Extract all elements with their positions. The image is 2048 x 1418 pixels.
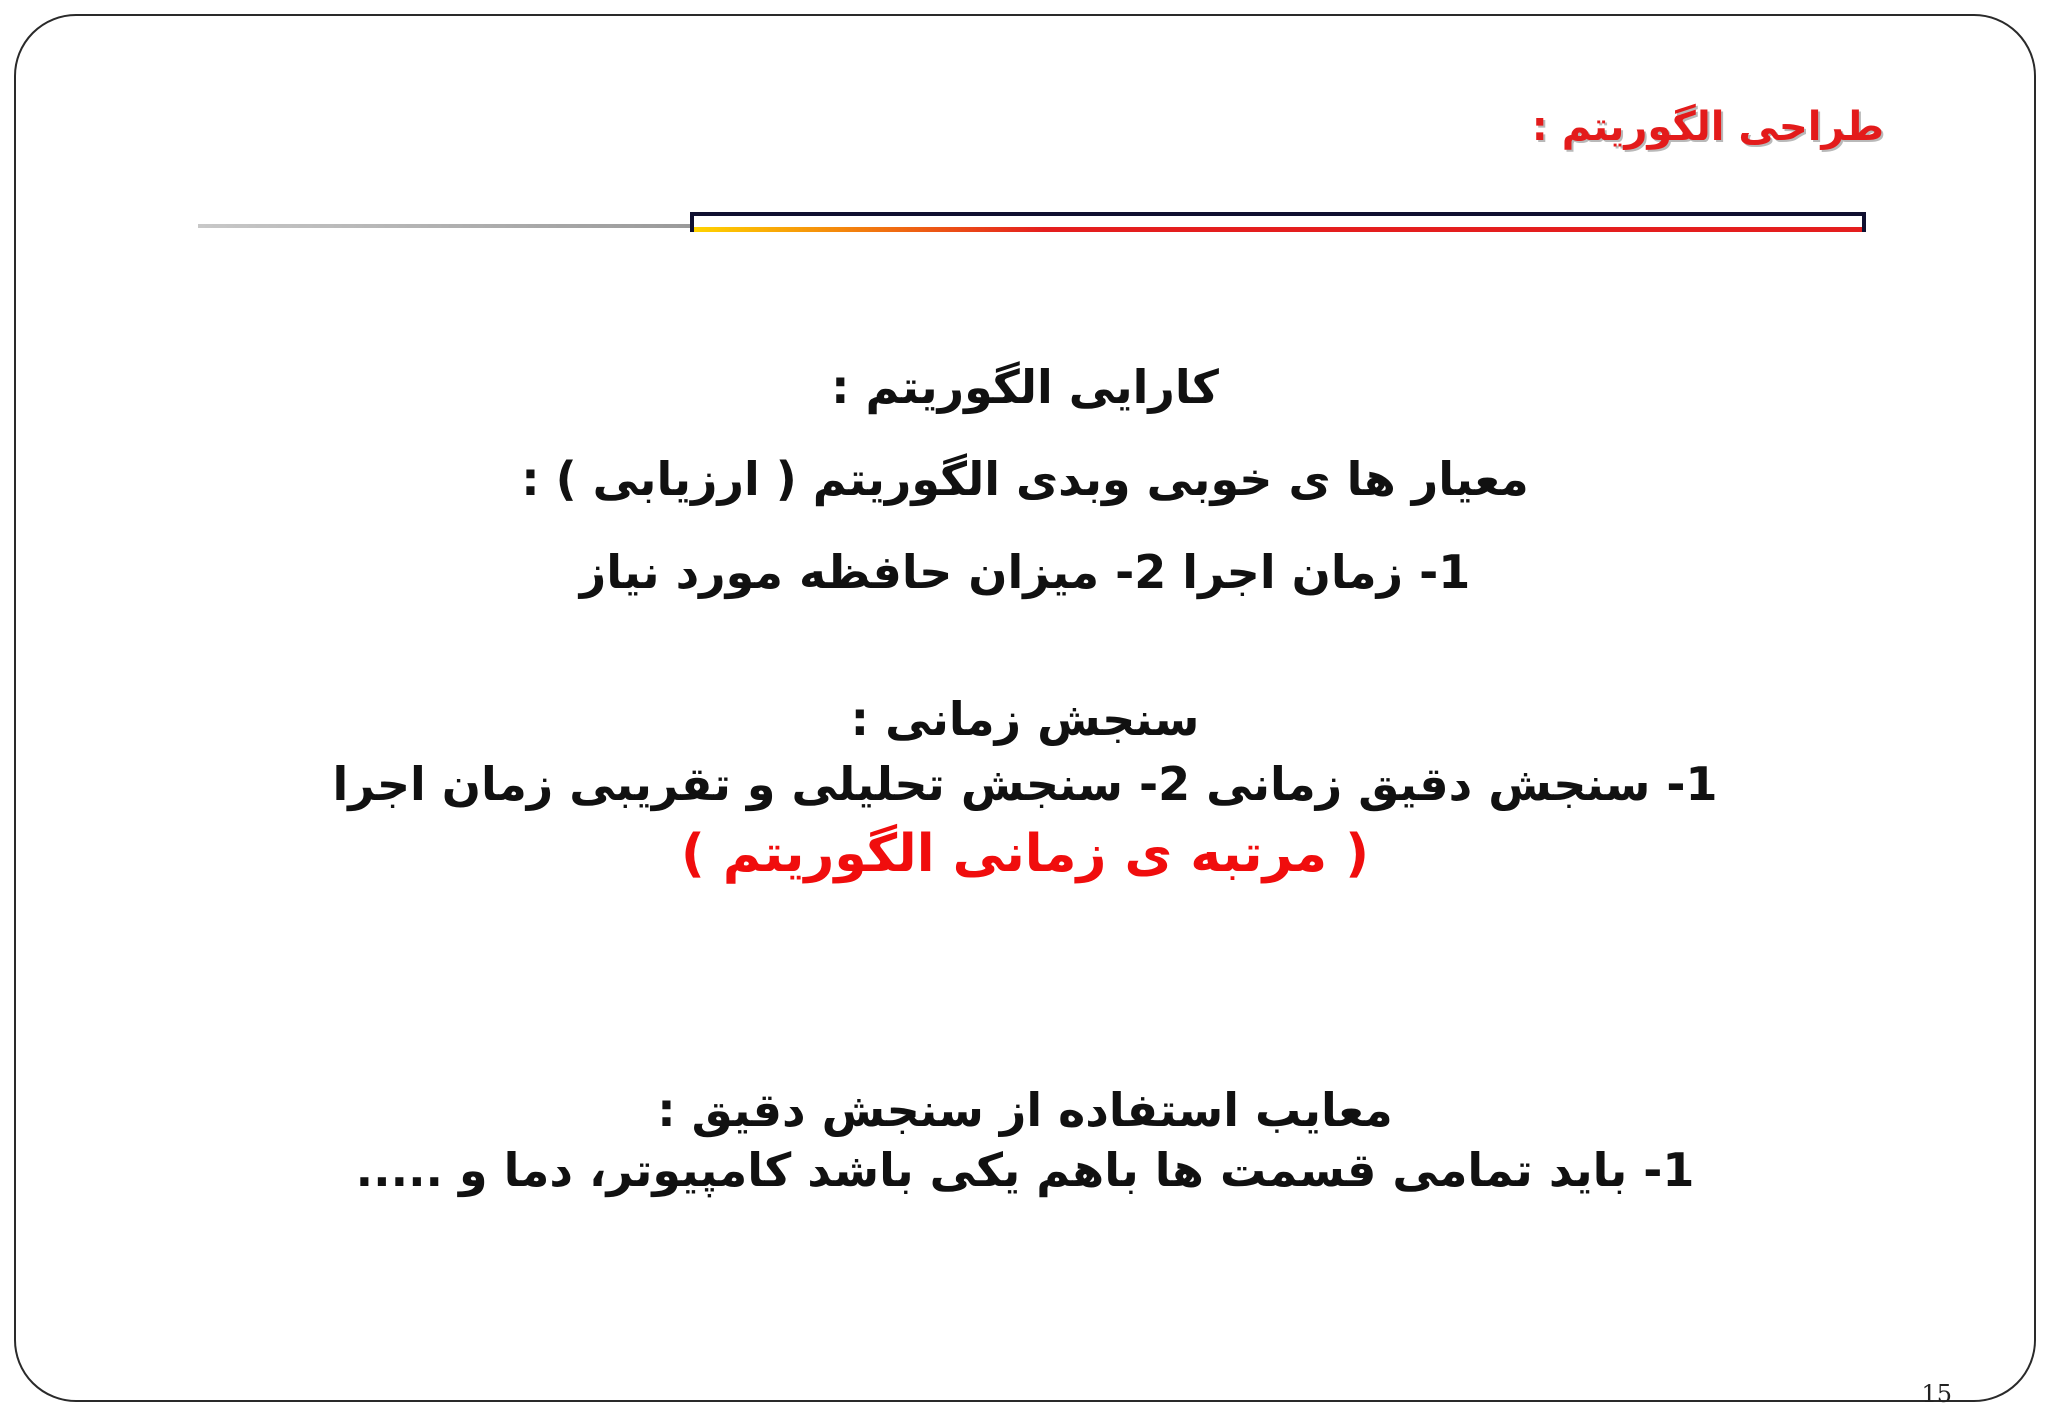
criteria-items: 1- زمان اجرا 2- میزان حافظه مورد نیاز <box>579 545 1471 599</box>
time-measure-heading: سنجش زمانی : <box>850 692 1200 746</box>
drawbacks-heading: معایب استفاده از سنجش دقیق : <box>657 1083 1393 1137</box>
time-measure-items: 1- سنجش دقیق زمانی 2- سنجش تحلیلی و تقریبی زمان اجرا <box>332 757 1718 811</box>
title-underline-bar <box>690 212 1866 232</box>
drawbacks-item: 1- باید تمامی قسمت ها باهم یکی باشد کامپیوتر، دما و ..... <box>355 1143 1695 1197</box>
efficiency-heading: کارایی الگوریتم : <box>831 360 1219 414</box>
page-number: 15 <box>1921 1380 1952 1408</box>
slide-title: طراحی الگوریتم : <box>1531 104 1884 150</box>
criteria-line: معیار ها ی خوبی وبدی الگوریتم ( ارزیابی ) : <box>521 452 1529 506</box>
title-underline-gray <box>198 224 692 228</box>
time-order-note: ( مرتبه ی زمانی الگوریتم ) <box>681 824 1369 884</box>
